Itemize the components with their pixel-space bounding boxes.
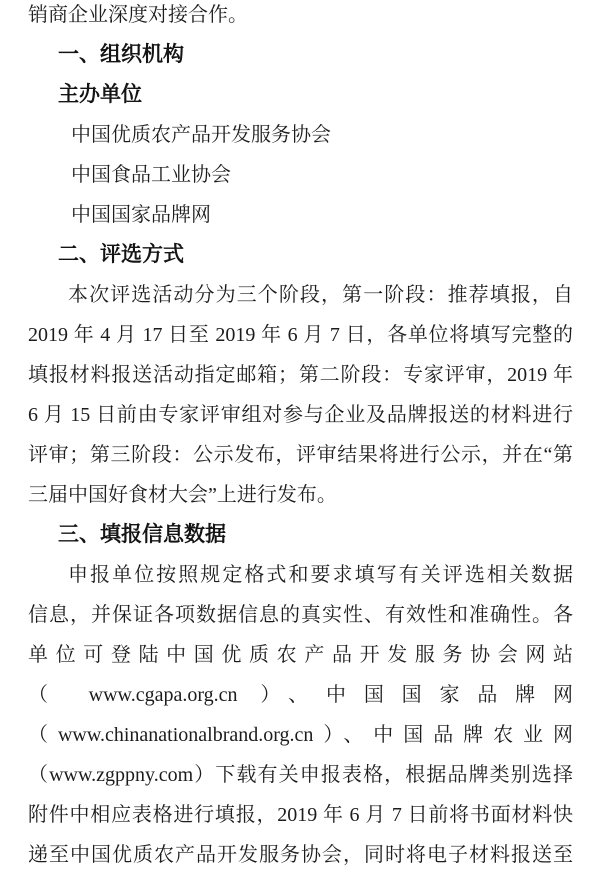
sub-heading: 主办单位: [58, 83, 142, 106]
text-line: 本次评选活动分为三个阶段，第一阶段：推荐填报，自: [68, 284, 573, 306]
document-body: [28, 0, 573, 875]
text-line: 评审；第三阶段：公示发布，评审结果将进行公示，并在“第: [28, 444, 573, 466]
organizer-name: 中国国家品牌网: [71, 204, 211, 226]
text-line: 单位可登陆中国优质农产品开发服务协会网站: [28, 644, 573, 666]
text-line: 申报单位按照规定格式和要求填写有关评选相关数据: [68, 564, 573, 586]
text-line: 销商企业深度对接合作。: [28, 4, 248, 26]
text-line: 2019 年 4 月 17 日至 2019 年 6 月 7 日，各单位将填写完整的: [28, 324, 573, 346]
section-heading: 三、填报信息数据: [58, 523, 226, 546]
organizer-name: 中国优质农产品开发服务协会: [71, 124, 331, 146]
section-heading: 二、评选方式: [58, 243, 184, 266]
text-line: 信息，并保证各项数据信息的真实性、有效性和准确性。各: [28, 604, 573, 626]
text-line: 递至中国优质农产品开发服务协会，同时将电子材料报送至: [28, 844, 573, 866]
text-line: （ www.cgapa.org.cn ）、中国国家品牌网: [28, 684, 573, 706]
text-line: 6 月 15 日前由专家评审组对参与企业及品牌报送的材料进行: [28, 404, 573, 426]
section-heading: 一、组织机构: [58, 43, 184, 66]
text-line: （www.chinanationalbrand.org.cn）、中国品牌农业网: [28, 724, 573, 746]
text-line: 附件中相应表格进行填报，2019 年 6 月 7 日前将书面材料快: [28, 804, 573, 826]
text-line: 填报材料报送活动指定邮箱；第二阶段：专家评审，2019 年: [28, 364, 573, 386]
organizer-name: 中国食品工业协会: [71, 164, 231, 186]
text-line: （www.zgppny.com）下载有关申报表格，根据品牌类别选择: [28, 764, 573, 786]
text-line: 三届中国好食材大会”上进行发布。: [28, 484, 337, 506]
